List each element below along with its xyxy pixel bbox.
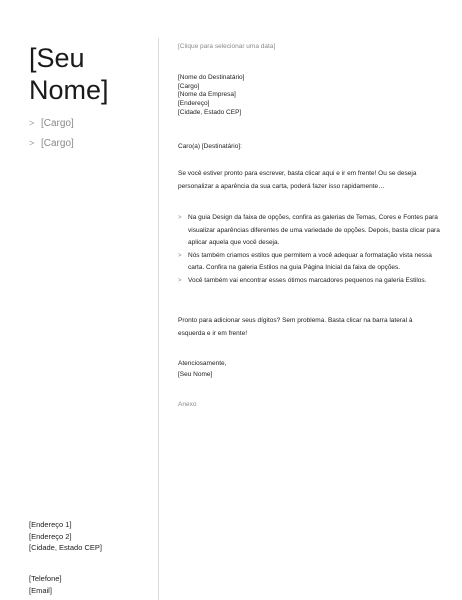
sender-roles <box>29 113 74 153</box>
tips-list <box>178 212 448 287</box>
phone-line: [Telefone] <box>29 574 62 583</box>
closing-phrase: Atenciosamente, <box>178 360 227 367</box>
enclosure-label[interactable]: Anexo <box>178 401 197 408</box>
list-item-text: Nós também criamos estilos que permitem a você adequar a formatação vista nessa carta. Confira na galeria Estilos na guia Página Inicial da faixa de opções. <box>188 251 432 271</box>
chevron-right-icon: > <box>178 215 182 221</box>
list-item-text: Na guia Design da faixa de opções, confira as galerias de Temas, Cores e Fontes para visualizar aparências diferentes de uma variedade de opções. Depois, basta clicar para aplicar aquela que você deseja. <box>188 214 440 246</box>
chevron-right-icon: > <box>178 277 182 284</box>
intro-paragraph[interactable]: Se você estiver pronto para escrever, basta clicar aqui e ir em frente! Ou se deseja personalizar a aparência da sua carta, poderá fazer isso rapidamente… <box>178 170 417 190</box>
sender-name-line2: Nome] <box>29 75 109 105</box>
address-city-line: [Cidade, Estado CEP] <box>29 543 102 552</box>
sender-name-line1: [Seu <box>29 43 85 73</box>
sender-role-item[interactable] <box>29 133 74 153</box>
chevron-right-icon: > <box>29 138 35 148</box>
greeting[interactable]: Caro(a) [Destinatário]: <box>178 143 242 150</box>
list-item[interactable] <box>178 275 448 288</box>
list-item[interactable] <box>178 212 448 250</box>
address-line-1: [Endereço 1] <box>29 520 72 529</box>
sender-role-label: [Cargo] <box>41 117 74 129</box>
vertical-divider <box>158 38 159 600</box>
recipient-title: [Cargo] <box>178 82 200 90</box>
recipient-block[interactable] <box>178 74 244 118</box>
recipient-company: [Nome da Empresa] <box>178 91 236 99</box>
closing-paragraph[interactable]: Pronto para adicionar seus dígitos? Sem problema. Basta clicar na barra lateral à esquerda e ir em frente! <box>178 317 413 337</box>
chevron-right-icon: > <box>29 118 35 128</box>
address-line-2: [Endereço 2] <box>29 531 72 541</box>
sender-name[interactable] <box>29 42 109 106</box>
sender-contact[interactable] <box>29 573 62 596</box>
sender-role-item[interactable] <box>29 113 74 133</box>
chevron-right-icon: > <box>178 252 182 259</box>
list-item-text: Você também vai encontrar esses ótimos marcadores pequenos na galeria Estilos. <box>188 276 427 284</box>
sender-address[interactable] <box>29 519 102 554</box>
date-picker-field[interactable]: [Clique para selecionar uma data] <box>178 43 276 50</box>
recipient-name: [Nome do Destinatário] <box>178 74 245 81</box>
sender-role-label: [Cargo] <box>41 137 74 149</box>
recipient-address: [Endereço] <box>178 100 210 108</box>
sidebar <box>0 0 158 600</box>
email-line: [Email] <box>29 585 52 595</box>
sign-off[interactable] <box>178 358 226 380</box>
recipient-city: [Cidade, Estado CEP] <box>178 108 242 116</box>
signature-name: [Seu Nome] <box>178 371 213 378</box>
list-item[interactable] <box>178 250 448 275</box>
